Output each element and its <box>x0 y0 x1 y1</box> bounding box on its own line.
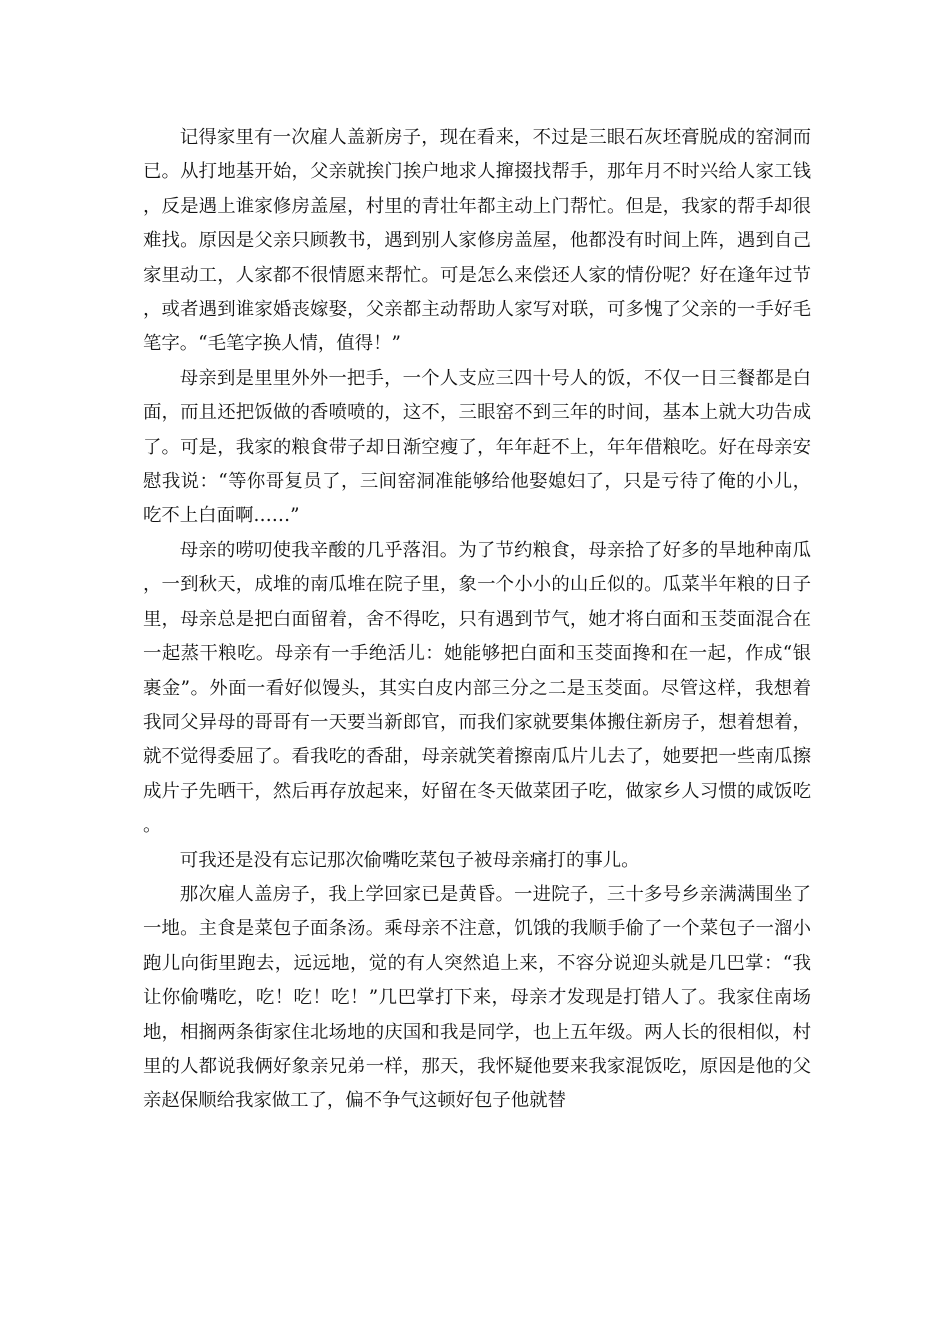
paragraph-memory: 可我还是没有忘记那次偷嘴吃菜包子被母亲痛打的事儿。 <box>179 849 640 871</box>
paragraph-pumpkin: 母亲的唠叨使我辛酸的几乎落泪。为了节约粮食，母亲拾了好多的旱地种南瓜，一到秋天，成堆的南瓜堆在院子里，象一个小小的山丘似的。瓜菜半年粮的日子里，母亲总是把白面留着，舍不得吃，只有遇到节气，她才将白面和玉茭面混合在一起蒸干粮吃。母亲有一手绝活儿：她能够把白面和玉茭面搀和在一起，作成“银裹金”。外面一看好似馒头，其实白皮内部三分之二是玉茭面。尽管这样，我想着我同父异母的哥哥有一天要当新郎官，而我们家就要集体搬住新房子，想着想着，就不觉得委屈了。看我吃的香甜，母亲就笑着擦南瓜片儿去了，她要把一些南瓜擦成片子先晒干，然后再存放起来，好留在冬天做菜团子吃，做家乡人习惯的咸饭吃。 <box>143 539 811 837</box>
paragraph-house-building: 记得家里有一次雇人盖新房子，现在看来，不过是三眼石灰坯膏脱成的窑洞而已。从打地基开始，父亲就挨门挨户地求人撺掇找帮手，那年月不时兴给人家工钱，反是遇上谁家修房盖屋，村里的青壮年都主动上门帮忙。但是，我家的帮手却很难找。原因是父亲只顾教书，遇到别人家修房盖屋，他都没有时间上阵，遇到自己家里动工，人家都不很情愿来帮忙。可是怎么来偿还人家的情份呢？好在逢年过节，或者遇到谁家婚丧嫁娶，父亲都主动帮助人家写对联，可多愧了父亲的一手好毛笔字。“毛笔字换人情，值得！” <box>143 127 811 355</box>
paragraph-mother-cooking: 母亲到是里里外外一把手，一个人支应三四十号人的饭，不仅一日三餐都是白面，而且还把饭做的香喷喷的，这不，三眼窑不到三年的时间，基本上就大功告成了。可是，我家的粮食带子却日渐空瘦了，年年赶不上，年年借粮吃。好在母亲安慰我说：“等你哥复员了，三间窑洞准能够给他娶媳妇了，只是亏待了俺的小儿，吃不上白面啊……” <box>143 367 811 527</box>
paragraph-stolen-bun: 那次雇人盖房子，我上学回家已是黄昏。一进院子，三十多号乡亲满满围坐了一地。主食是菜包子面条汤。乘母亲不注意，饥饿的我顺手偷了一个菜包子一溜小跑儿向街里跑去，远远地，觉的有人突然追上来，不容分说迎头就是几巴掌：“我让你偷嘴吃，吃！吃！吃！”几巴掌打下来，母亲才发现是打错人了。我家住南场地，相搁两条街家住北场地的庆国和我是同学，也上五年级。两人长的很相似，村里的人都说我俩好象亲兄弟一样，那天，我怀疑他要来我家混饭吃，原因是他的父亲赵保顺给我家做工了，偏不争气这顿好包子他就替 <box>143 883 811 1112</box>
document-body <box>143 121 811 1119</box>
